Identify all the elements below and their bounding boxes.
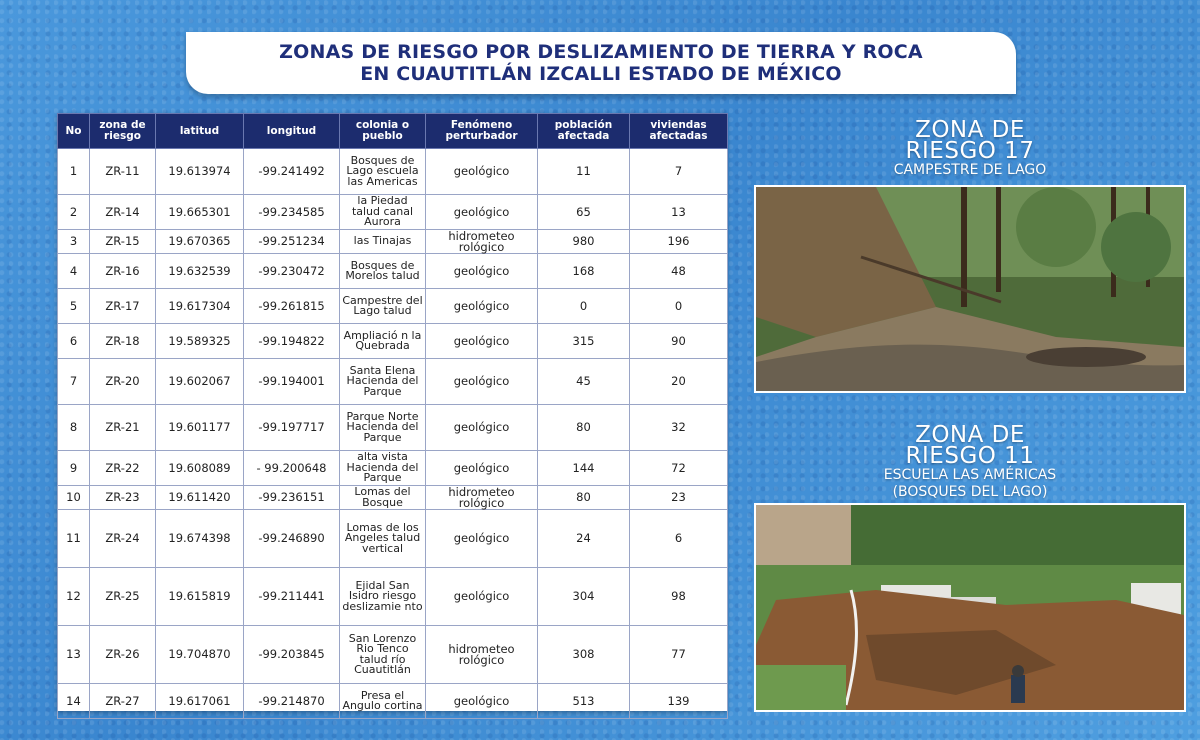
cell-no: 12 <box>58 568 90 626</box>
cell-longitud: -99.241492 <box>244 149 340 195</box>
zone17-title-line2: RIESGO 17 <box>905 138 1035 164</box>
cell-poblacion: 0 <box>538 289 630 324</box>
cell-no: 8 <box>58 405 90 451</box>
zone17-title-line1: ZONA DE <box>915 117 1025 143</box>
cell-latitud: 19.670365 <box>156 230 244 254</box>
cell-no: 1 <box>58 149 90 195</box>
table-row <box>58 568 728 626</box>
cell-fenomeno: geológico <box>426 324 538 359</box>
cell-fenomeno: geológico <box>426 149 538 195</box>
cell-viviendas: 139 <box>630 684 728 719</box>
cell-fenomeno: hidrometeo rológico <box>426 626 538 684</box>
cell-viviendas: 32 <box>630 405 728 451</box>
header-fenomeno: Fenómeno perturbador <box>426 114 538 149</box>
table-row <box>58 195 728 230</box>
cell-poblacion: 80 <box>538 486 630 510</box>
cell-zona: ZR-16 <box>90 254 156 289</box>
cell-fenomeno: hidrometeo rológico <box>426 230 538 254</box>
banner-title-line2: EN CUAUTITLÁN IZCALLI ESTADO DE MÉXICO <box>360 63 842 85</box>
cell-viviendas: 13 <box>630 195 728 230</box>
zone17-subtitle: CAMPESTRE DE LAGO <box>893 162 1047 178</box>
cell-longitud: -99.230472 <box>244 254 340 289</box>
cell-longitud: -99.203845 <box>244 626 340 684</box>
cell-poblacion: 11 <box>538 149 630 195</box>
zone11-title-line1: ZONA DE <box>915 422 1025 448</box>
zone11-subtitle-line1: ESCUELA LAS AMÉRICAS <box>883 467 1057 483</box>
cell-poblacion: 168 <box>538 254 630 289</box>
cell-latitud: 19.613974 <box>156 149 244 195</box>
cell-colonia: Ejidal San Isidro riesgo deslizamie nto <box>340 568 426 626</box>
cell-viviendas: 72 <box>630 451 728 486</box>
cell-poblacion: 980 <box>538 230 630 254</box>
cell-viviendas: 196 <box>630 230 728 254</box>
cell-colonia: San Lorenzo Rio Tenco talud río Cuautitlán <box>340 626 426 684</box>
cell-latitud: 19.608089 <box>156 451 244 486</box>
cell-poblacion: 65 <box>538 195 630 230</box>
title-banner <box>186 32 1016 94</box>
cell-fenomeno: geológico <box>426 510 538 568</box>
cell-colonia: Santa Elena Hacienda del Parque <box>340 359 426 405</box>
cell-latitud: 19.617061 <box>156 684 244 719</box>
cell-longitud: -99.234585 <box>244 195 340 230</box>
cell-zona: ZR-20 <box>90 359 156 405</box>
risk-zones-table-container <box>57 113 727 711</box>
cell-longitud: -99.211441 <box>244 568 340 626</box>
cell-no: 11 <box>58 510 90 568</box>
cell-viviendas: 20 <box>630 359 728 405</box>
cell-latitud: 19.615819 <box>156 568 244 626</box>
cell-colonia: alta vista Hacienda del Parque <box>340 451 426 486</box>
cell-poblacion: 45 <box>538 359 630 405</box>
cell-no: 5 <box>58 289 90 324</box>
table-row <box>58 359 728 405</box>
cell-poblacion: 304 <box>538 568 630 626</box>
cell-viviendas: 48 <box>630 254 728 289</box>
cell-colonia: Campestre del Lago talud <box>340 289 426 324</box>
header-colonia: colonia o pueblo <box>340 114 426 149</box>
cell-longitud: -99.194822 <box>244 324 340 359</box>
cell-zona: ZR-22 <box>90 451 156 486</box>
cell-zona: ZR-17 <box>90 289 156 324</box>
cell-poblacion: 24 <box>538 510 630 568</box>
cell-no: 10 <box>58 486 90 510</box>
header-zona: zona de riesgo <box>90 114 156 149</box>
cell-viviendas: 0 <box>630 289 728 324</box>
table-row <box>58 510 728 568</box>
cell-latitud: 19.632539 <box>156 254 244 289</box>
cell-latitud: 19.617304 <box>156 289 244 324</box>
cell-longitud: -99.236151 <box>244 486 340 510</box>
cell-viviendas: 77 <box>630 626 728 684</box>
cell-fenomeno: geológico <box>426 195 538 230</box>
banner-title-line1: ZONAS DE RIESGO POR DESLIZAMIENTO DE TIERRA Y ROCA <box>279 41 923 63</box>
table-row <box>58 626 728 684</box>
header-no: No <box>58 114 90 149</box>
cell-longitud: -99.251234 <box>244 230 340 254</box>
cell-colonia: Lomas del Bosque <box>340 486 426 510</box>
table-row <box>58 289 728 324</box>
cell-colonia: Bosques de Lago escuela las Americas <box>340 149 426 195</box>
cell-longitud: -99.194001 <box>244 359 340 405</box>
cell-latitud: 19.601177 <box>156 405 244 451</box>
cell-poblacion: 144 <box>538 451 630 486</box>
cell-colonia: la Piedad talud canal Aurora <box>340 195 426 230</box>
zone17-heading <box>800 117 1140 179</box>
cell-fenomeno: geológico <box>426 254 538 289</box>
cell-colonia: Presa el Angulo cortina <box>340 684 426 719</box>
cell-viviendas: 98 <box>630 568 728 626</box>
cell-zona: ZR-25 <box>90 568 156 626</box>
zone17-photo <box>754 185 1186 393</box>
landslide-photo-image <box>756 187 1184 391</box>
header-latitud: latitud <box>156 114 244 149</box>
cell-poblacion: 80 <box>538 405 630 451</box>
cell-fenomeno: geológico <box>426 684 538 719</box>
table-row <box>58 149 728 195</box>
cell-fenomeno: geológico <box>426 451 538 486</box>
zone11-photo <box>754 503 1186 712</box>
header-poblacion: población afectada <box>538 114 630 149</box>
cell-fenomeno: geológico <box>426 359 538 405</box>
header-longitud: longitud <box>244 114 340 149</box>
cell-viviendas: 7 <box>630 149 728 195</box>
cell-poblacion: 513 <box>538 684 630 719</box>
cell-longitud: -99.261815 <box>244 289 340 324</box>
cell-longitud: -99.246890 <box>244 510 340 568</box>
cell-zona: ZR-18 <box>90 324 156 359</box>
school-collapse-photo-image <box>756 505 1184 710</box>
table-row <box>58 486 728 510</box>
cell-latitud: 19.674398 <box>156 510 244 568</box>
cell-zona: ZR-21 <box>90 405 156 451</box>
table-row <box>58 324 728 359</box>
cell-fenomeno: geológico <box>426 289 538 324</box>
cell-zona: ZR-24 <box>90 510 156 568</box>
cell-viviendas: 23 <box>630 486 728 510</box>
cell-poblacion: 315 <box>538 324 630 359</box>
header-viviendas: viviendas afectadas <box>630 114 728 149</box>
cell-latitud: 19.611420 <box>156 486 244 510</box>
cell-fenomeno: geológico <box>426 568 538 626</box>
cell-viviendas: 6 <box>630 510 728 568</box>
cell-no: 9 <box>58 451 90 486</box>
cell-no: 3 <box>58 230 90 254</box>
cell-fenomeno: geológico <box>426 405 538 451</box>
cell-colonia: Parque Norte Hacienda del Parque <box>340 405 426 451</box>
cell-viviendas: 90 <box>630 324 728 359</box>
cell-latitud: 19.602067 <box>156 359 244 405</box>
zone11-subtitle-line2: (BOSQUES DEL LAGO) <box>892 484 1048 500</box>
cell-zona: ZR-15 <box>90 230 156 254</box>
cell-zona: ZR-23 <box>90 486 156 510</box>
cell-no: 13 <box>58 626 90 684</box>
cell-no: 7 <box>58 359 90 405</box>
cell-no: 4 <box>58 254 90 289</box>
cell-colonia: Bosques de Morelos talud <box>340 254 426 289</box>
cell-colonia: las Tinajas <box>340 230 426 254</box>
table-row <box>58 405 728 451</box>
table-row <box>58 230 728 254</box>
table-header-row <box>58 114 728 149</box>
risk-zones-table <box>57 113 728 719</box>
table-row <box>58 684 728 719</box>
cell-longitud: -99.214870 <box>244 684 340 719</box>
cell-no: 2 <box>58 195 90 230</box>
cell-longitud: - 99.200648 <box>244 451 340 486</box>
cell-zona: ZR-26 <box>90 626 156 684</box>
cell-longitud: -99.197717 <box>244 405 340 451</box>
cell-zona: ZR-11 <box>90 149 156 195</box>
table-row <box>58 451 728 486</box>
cell-fenomeno: hidrometeo rológico <box>426 486 538 510</box>
cell-colonia: Lomas de los Angeles talud vertical <box>340 510 426 568</box>
cell-poblacion: 308 <box>538 626 630 684</box>
cell-latitud: 19.589325 <box>156 324 244 359</box>
zone11-heading <box>800 422 1140 501</box>
cell-no: 14 <box>58 684 90 719</box>
cell-latitud: 19.665301 <box>156 195 244 230</box>
cell-zona: ZR-27 <box>90 684 156 719</box>
cell-colonia: Ampliació n la Quebrada <box>340 324 426 359</box>
zone11-title-line2: RIESGO 11 <box>905 443 1035 469</box>
cell-no: 6 <box>58 324 90 359</box>
cell-zona: ZR-14 <box>90 195 156 230</box>
table-row <box>58 254 728 289</box>
cell-latitud: 19.704870 <box>156 626 244 684</box>
